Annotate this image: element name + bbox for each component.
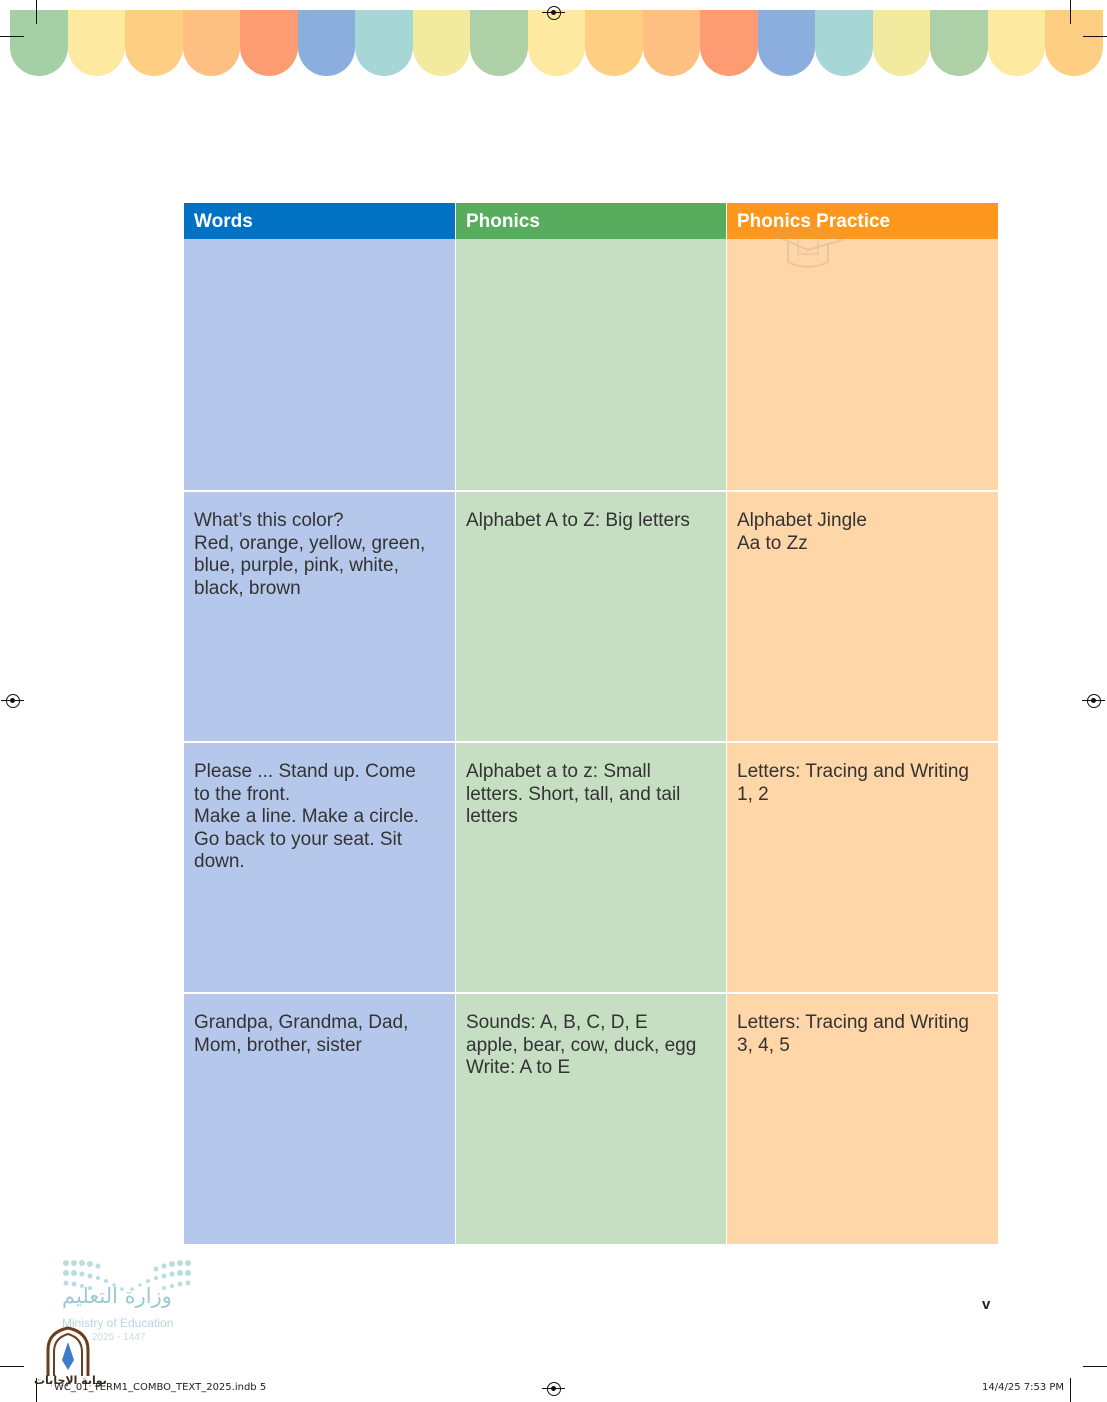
lesson-table: [184, 203, 998, 1244]
registration-mark-right: [1087, 694, 1101, 708]
registration-mark-left: [6, 694, 20, 708]
scallop-shape: [700, 10, 758, 76]
header-words: Words: [184, 203, 455, 239]
table-cell: Alphabet Jingle Aa to Zz: [726, 490, 998, 741]
table-cell: Please ... Stand up. Come to the front. Make a line. Make a circle. Go back to your seat. Sit down.: [184, 741, 455, 992]
scallop-shape: [470, 10, 528, 76]
scallop-shape: [298, 10, 356, 76]
table-cell: What’s this color? Red, orange, yellow, green, blue, purple, pink, white, black, brown: [184, 490, 455, 741]
scallop-shape: [1045, 10, 1103, 76]
table-cell: Alphabet A to Z: Big letters: [455, 490, 726, 741]
table-cell: Grandpa, Grandma, Dad, Mom, brother, sister: [184, 992, 455, 1244]
crop-mark: [1070, 0, 1071, 24]
header-phonics: Phonics: [455, 203, 726, 239]
scallop-shape: [413, 10, 471, 76]
registration-mark-bottom: [547, 1382, 561, 1396]
graduation-cap-watermark-icon: [768, 222, 848, 282]
scallop-shape: [815, 10, 873, 76]
table-cell: [184, 239, 455, 490]
crop-mark: [36, 0, 37, 24]
ministry-year: 2025 - 1447: [92, 1332, 146, 1343]
scallop-shape: [758, 10, 816, 76]
ministry-name-arabic: وزارة التعليم: [62, 1284, 172, 1308]
scallop-shape: [873, 10, 931, 76]
table-cell: Sounds: A, B, C, D, E apple, bear, cow, duck, egg Write: A to E: [455, 992, 726, 1244]
crop-mark: [0, 36, 24, 37]
table-cell: Letters: Tracing and Writing 3, 4, 5: [726, 992, 998, 1244]
scallop-shape: [10, 10, 68, 76]
scallop-shape: [585, 10, 643, 76]
scallop-shape: [528, 10, 586, 76]
answers-portal-logo-icon: [42, 1326, 94, 1378]
scallop-shape: [125, 10, 183, 76]
page-number: v: [982, 1296, 991, 1313]
crop-mark: [1070, 1378, 1071, 1402]
scallop-shape: [183, 10, 241, 76]
table-cell: Alphabet a to z: Small letters. Short, tall, and tail letters: [455, 741, 726, 992]
ministry-name-english: Ministry of Education: [62, 1316, 174, 1330]
file-slug: WC_01_TERM1_COMBO_TEXT_2025.indb 5: [54, 1382, 267, 1393]
scallop-shape: [643, 10, 701, 76]
scallop-shape: [930, 10, 988, 76]
scallop-shape: [988, 10, 1046, 76]
crop-mark: [0, 1366, 24, 1367]
scallop-shape: [355, 10, 413, 76]
table-cell: [455, 239, 726, 490]
crop-mark: [1083, 1366, 1107, 1367]
table-cell: Letters: Tracing and Writing 1, 2: [726, 741, 998, 992]
scallop-shape: [68, 10, 126, 76]
scallop-shape: [240, 10, 298, 76]
answers-portal-label: بوابة الإجابات: [34, 1374, 107, 1387]
registration-mark-top: [547, 6, 561, 20]
header-phonics-practice: Phonics Practice: [726, 203, 998, 239]
table-cell: [726, 239, 998, 490]
date-slug: 14/4/25 7:53 PM: [982, 1382, 1065, 1393]
crop-mark: [1083, 36, 1107, 37]
